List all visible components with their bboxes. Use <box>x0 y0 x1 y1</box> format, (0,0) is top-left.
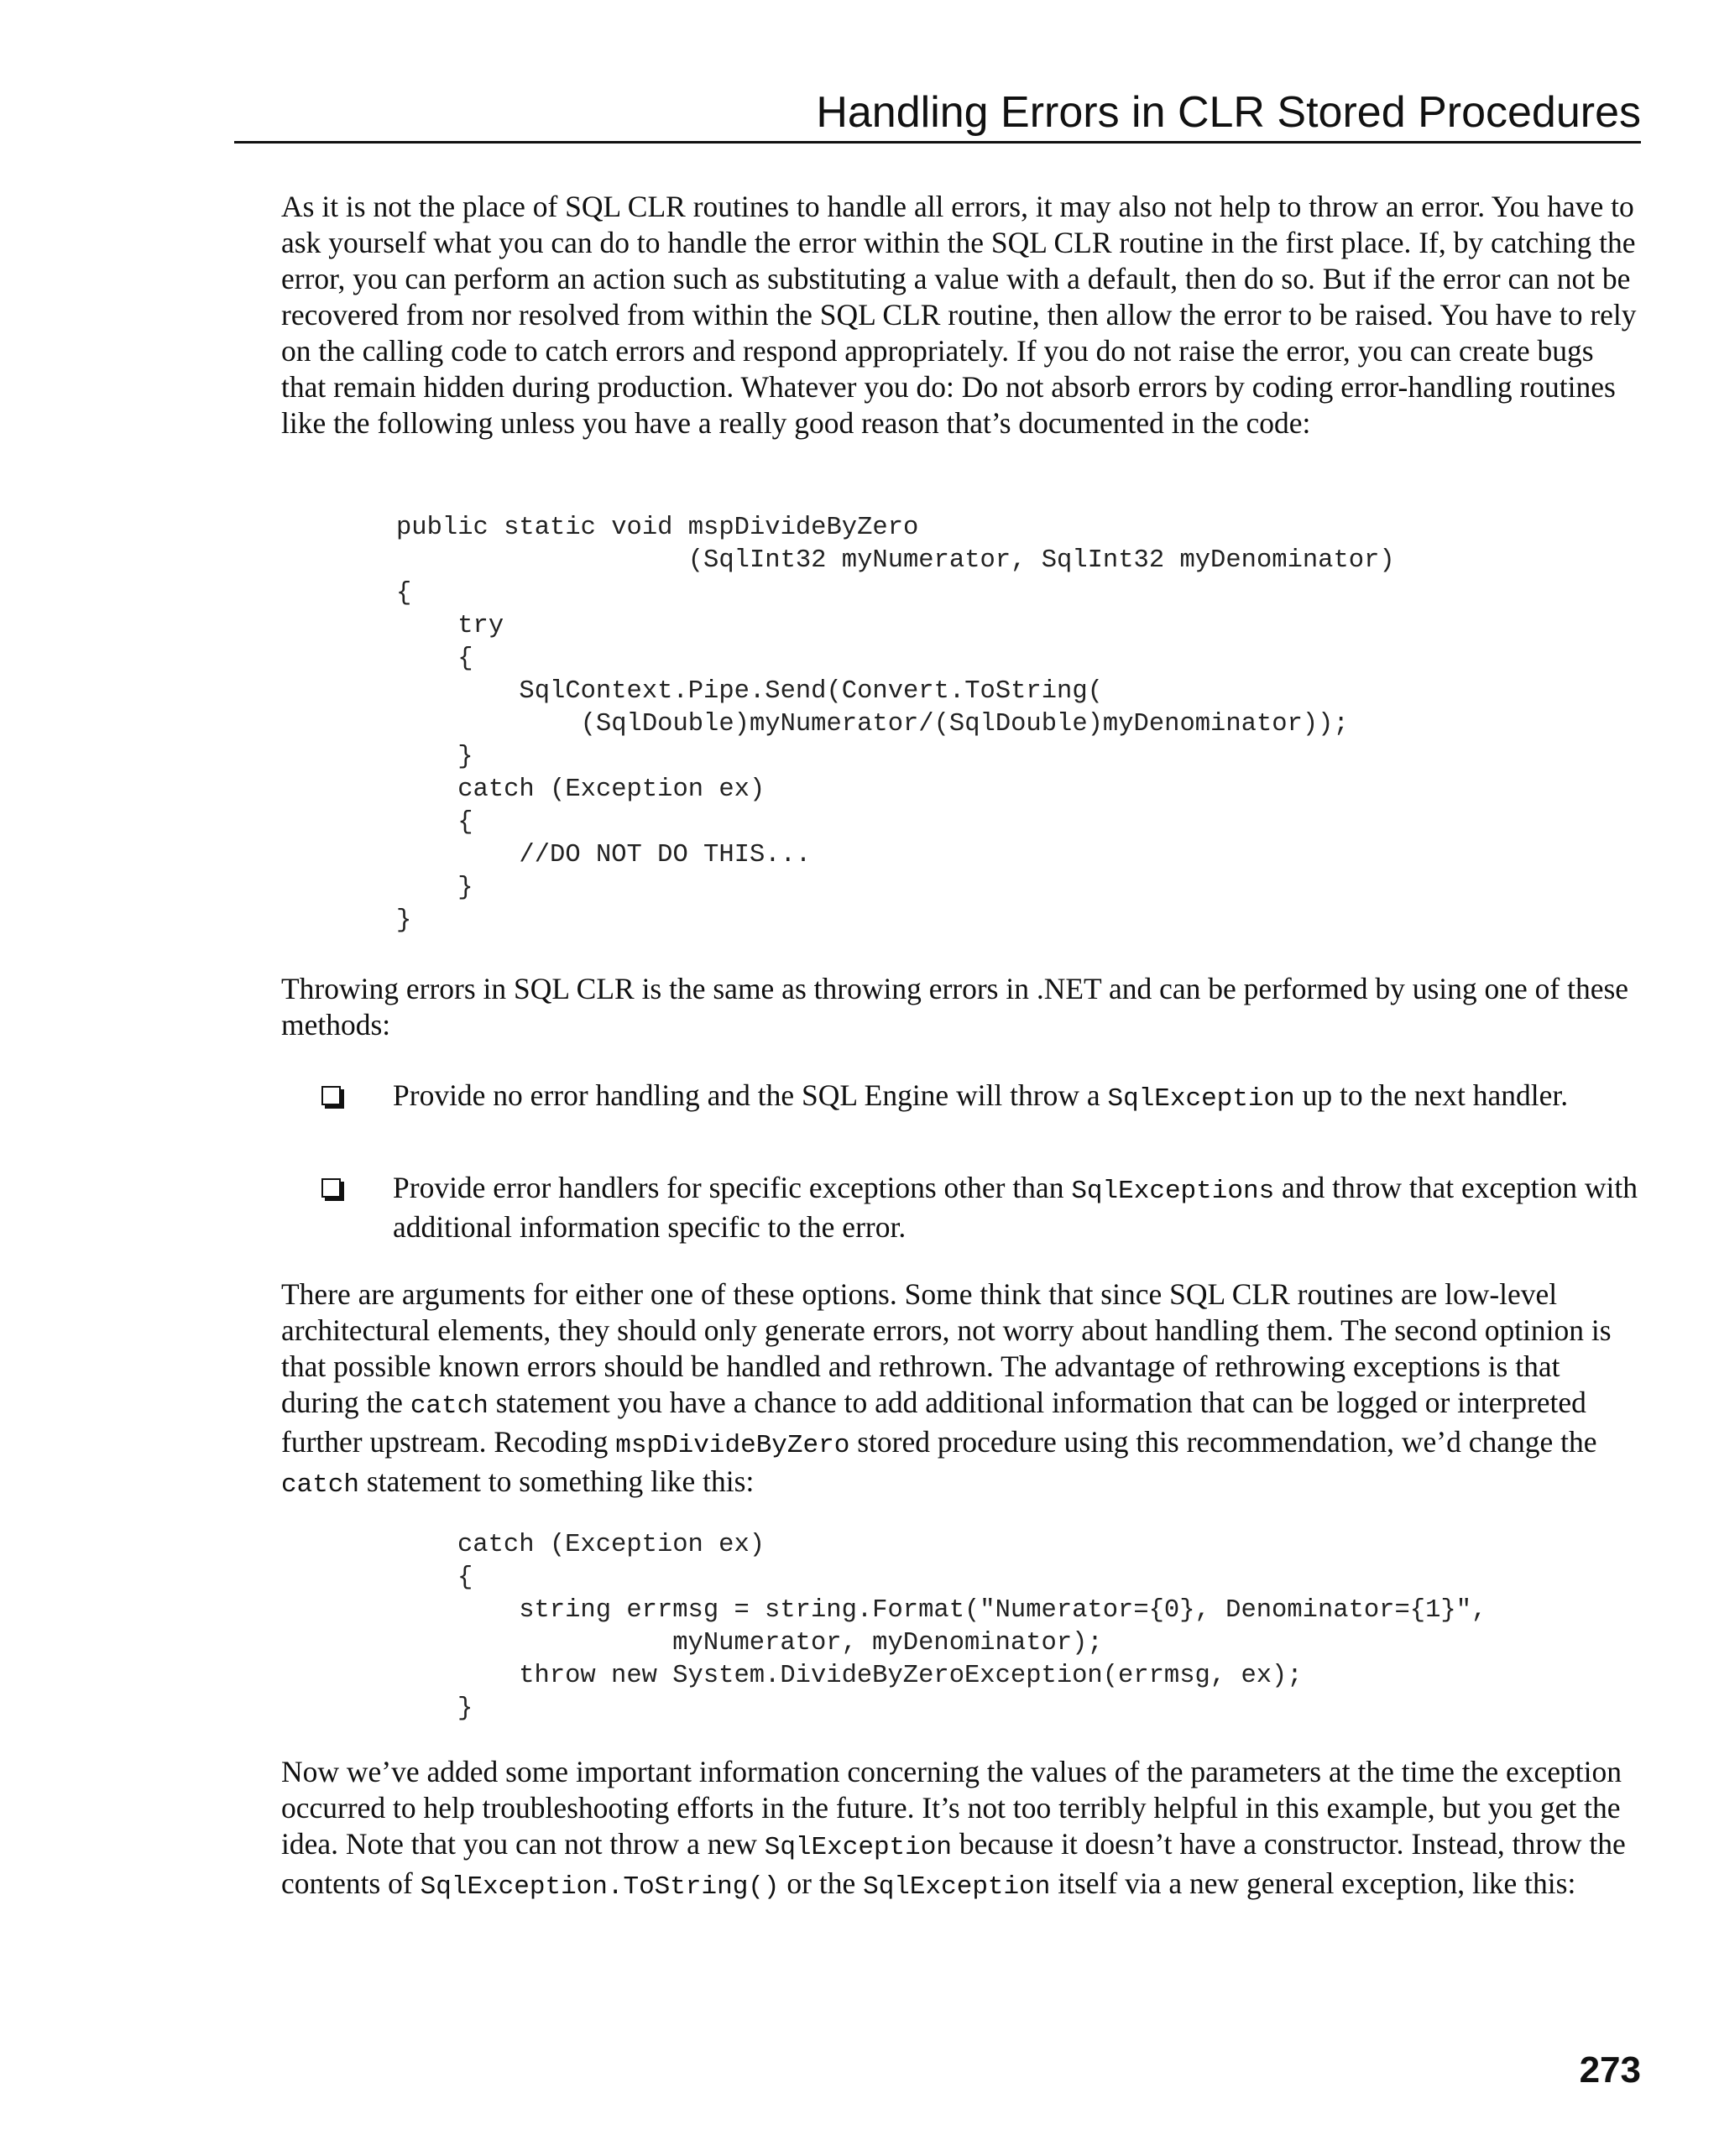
bullet-text-part: Provide error handlers for specific exceptions other than <box>393 1171 1072 1204</box>
paragraph-4 <box>281 1754 1641 1905</box>
inline-code: mspDivideByZero <box>615 1431 850 1460</box>
code-listing-1: public static void mspDivideByZero (SqlInt32 myNumerator, SqlInt32 myDenominator) { try { SqlContext.Pipe.Send(Convert.ToString( (SqlDouble)myNumerator/(SqlDouble)myDenominator)); } catch (Exception ex) { //DO NOT DO THIS... } } <box>396 514 1395 935</box>
text-run: because it doesn’t have a constructor. Instead, throw the contents of <box>281 1827 1626 1900</box>
bullet-text <box>393 1078 1641 1117</box>
checkbox-bullet-icon <box>321 1086 341 1105</box>
inline-code: SqlException <box>863 1872 1051 1902</box>
checkbox-bullet-icon <box>321 1178 341 1198</box>
inline-code: SqlException.ToString() <box>420 1872 780 1902</box>
text-run: statement to something like this: <box>359 1464 755 1498</box>
page-number: 273 <box>1579 2049 1641 2091</box>
bullet-text-part: Provide no error handling and the SQL Engine will throw a <box>393 1078 1108 1112</box>
bullet-text-part: up to the next handler. <box>1294 1078 1569 1112</box>
bullet-text-part: and throw that exception with additional information specific to the error. <box>393 1171 1638 1244</box>
paragraph-3 <box>281 1276 1641 1503</box>
paragraph-1: As it is not the place of SQL CLR routines to handle all errors, it may also not help to throw an error. You have to ask yourself what you can do to handle the error within the SQL CLR routine in the first place. If, by catching the error, you can perform an action such as substituting a value with a default, then do so. But if the error can not be recovered from nor resolved from within the SQL CLR routine, then allow the error to be raised. You have to rely on the calling code to catch errors and respond appropriately. If you do not raise the error, you can create bugs that remain hidden during production. Whatever you do: Do not absorb errors by coding error-handling routines like the following unless you have a really good reason that’s documented in the code: <box>281 190 1637 440</box>
inline-code: catch <box>410 1391 489 1421</box>
text-run: statement you have a chance to add additional information that can be logged or interpreted further upstream. Recoding <box>281 1386 1586 1459</box>
paragraph-2: Throwing errors in SQL CLR is the same as throwing errors in .NET and can be performed by using one of these methods: <box>281 972 1629 1041</box>
inline-code: SqlException <box>1107 1084 1295 1114</box>
inline-code: SqlException <box>764 1833 952 1862</box>
inline-code: SqlExceptions <box>1071 1177 1275 1206</box>
text-run: itself via a new general exception, like this: <box>1050 1866 1576 1900</box>
header-rule <box>234 141 1641 144</box>
text-run: Now we’ve added some important information concerning the values of the parameters at the time the exception occurred to help troubleshooting efforts in the future. It’s not too terribly helpful in this example, but you get the idea. Note that you can not throw a new <box>281 1755 1622 1861</box>
inline-code: catch <box>281 1470 360 1500</box>
running-header-title: Handling Errors in CLR Stored Procedures <box>816 88 1641 137</box>
text-run: There are arguments for either one of these options. Some think that since SQL CLR routines are low-level architectural elements, they should only generate errors, not worry about handling them. The second optinion is that possible known errors should be handled and rethrown. The advantage of rethrowing exceptions is that during the <box>281 1277 1612 1419</box>
code-listing-2: catch (Exception ex) { string errmsg = string.Format("Numerator={0}, Denominator={1}", myNumerator, myDenominator); throw new System.DivideByZeroException(errmsg, ex); } <box>457 1531 1487 1723</box>
text-run: stored procedure using this recommendation, we’d change the <box>849 1425 1597 1459</box>
text-run: or the <box>779 1866 864 1900</box>
bullet-text <box>393 1170 1641 1245</box>
